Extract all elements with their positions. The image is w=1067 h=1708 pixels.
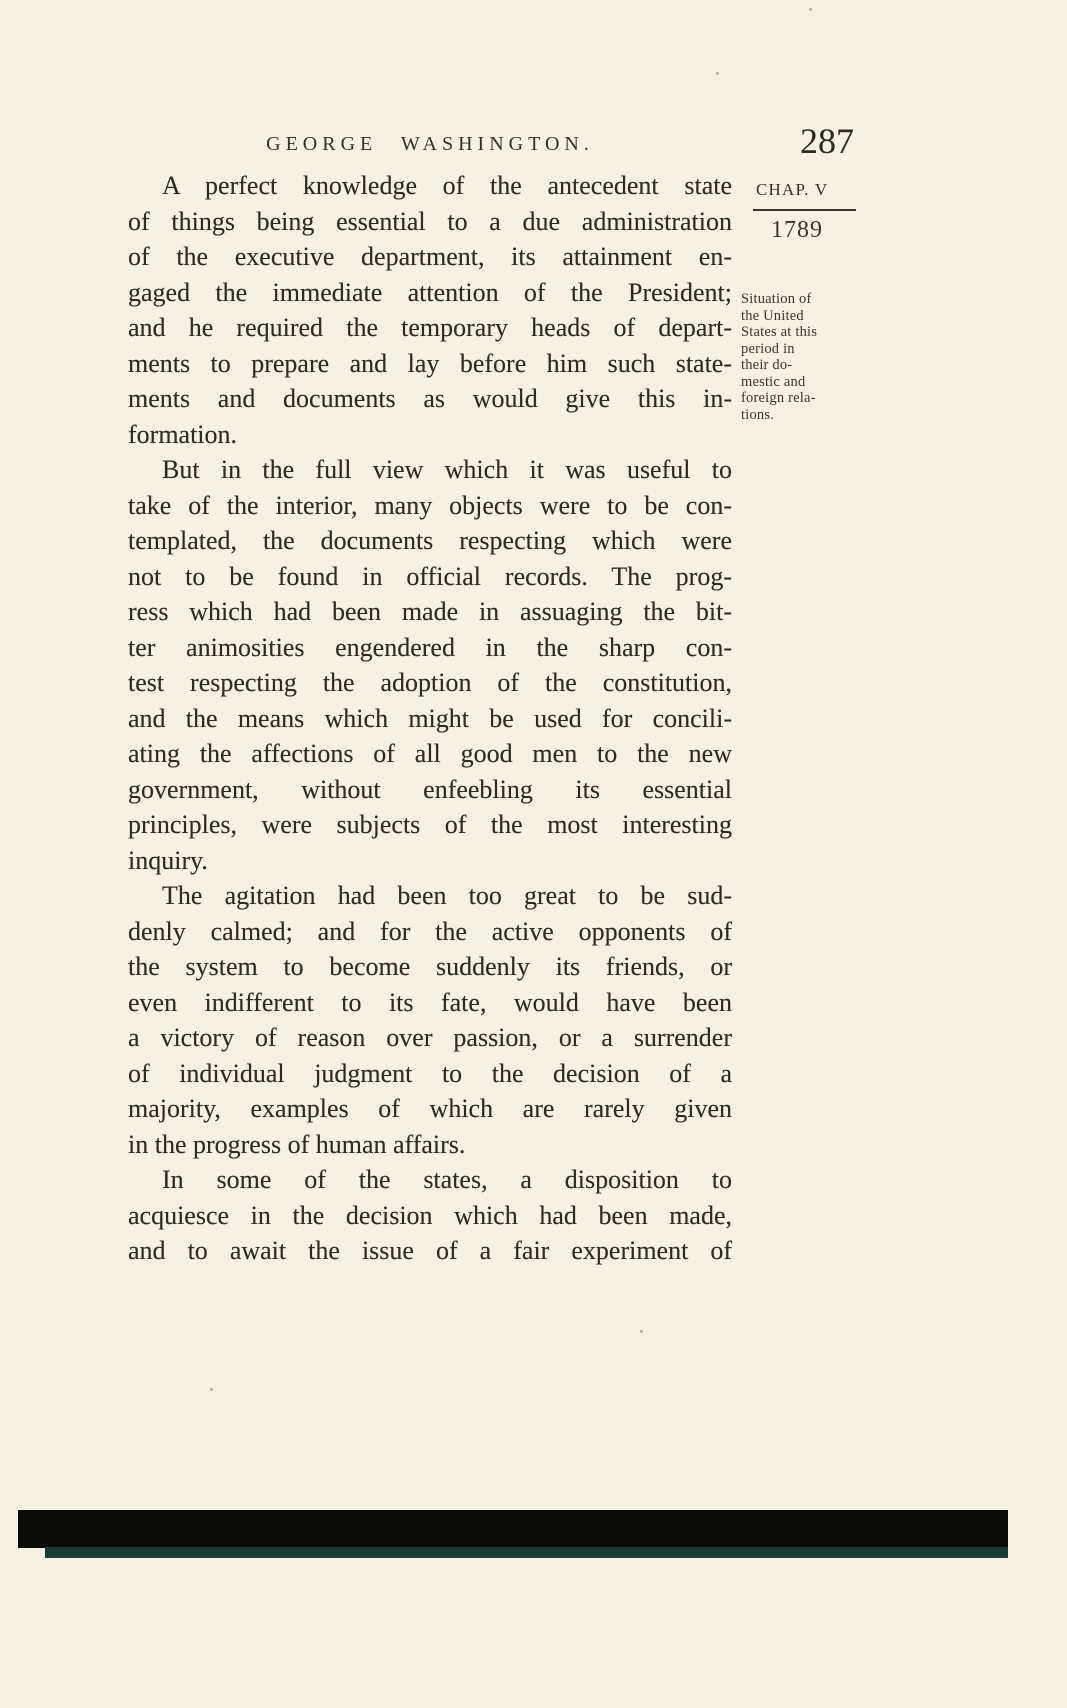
text-line: and to await the issue of a fair experiment of	[128, 1236, 732, 1265]
scan-artifact-bar	[18, 1510, 1008, 1548]
text-line: majority, examples of which are rarely given	[128, 1094, 732, 1123]
scan-artifact-strip	[45, 1547, 1008, 1558]
text-line: a victory of reason over passion, or a surrender	[128, 1023, 732, 1052]
text-line: ter animosities engendered in the sharp con-	[128, 632, 732, 662]
text-line: of individual judgment to the decision of a	[128, 1058, 732, 1088]
scan-speck	[210, 1388, 213, 1391]
scan-speck	[716, 72, 719, 75]
text-line: inquiry.	[128, 845, 208, 875]
sidenote-line: Situation of	[741, 291, 812, 307]
year-label: 1789	[771, 217, 823, 243]
margin-notes	[741, 180, 861, 423]
paragraph	[128, 1162, 732, 1269]
sidenote-line: tions.	[741, 406, 775, 423]
sidenote-line: the United	[741, 307, 804, 324]
paragraph	[128, 168, 732, 452]
text-line: principles, were subjects of the most interesting	[128, 810, 732, 839]
text-line: ments to prepare and lay before him such state-	[128, 348, 732, 378]
page-number: 287	[800, 121, 854, 161]
text-line: and he required the temporary heads of depart-	[128, 313, 732, 342]
text-line: not to be found in official records. The prog-	[128, 561, 732, 591]
chapter-rule	[753, 209, 856, 211]
sidenote-line: mestic and	[741, 373, 806, 390]
text-line: In some of the states, a disposition to	[162, 1165, 732, 1194]
text-line: gaged the immediate attention of the President;	[128, 277, 732, 307]
scan-speck	[640, 1330, 643, 1333]
text-line: The agitation had been too great to be sud-	[162, 881, 732, 910]
text-line: in the progress of human affairs.	[128, 1129, 466, 1159]
text-line: government, without enfeebling its essential	[128, 774, 732, 804]
text-line: ress which had been made in assuaging the bit-	[128, 597, 732, 626]
text-line: ments and documents as would give this in-	[128, 384, 732, 413]
text-line: denly calmed; and for the active opponents of	[128, 916, 732, 946]
sidenote-line: States at this	[741, 324, 818, 340]
body-text	[128, 168, 732, 1269]
text-line: and the means which might be used for concili-	[128, 703, 732, 733]
paragraph	[128, 878, 732, 1162]
text-line: the system to become suddenly its friends, or	[128, 952, 732, 981]
paragraph	[128, 452, 732, 878]
sidenote-line: their do-	[741, 357, 793, 373]
text-line: of the executive department, its attainment en-	[128, 242, 732, 271]
text-line: formation.	[128, 419, 238, 449]
sidenote	[741, 291, 861, 423]
running-title: GEORGE WASHINGTON.	[266, 133, 594, 155]
text-line: templated, the documents respecting which were	[128, 526, 732, 555]
chapter-label: CHAP. V	[756, 180, 829, 199]
text-line: even indifferent to its fate, would have been	[128, 987, 732, 1017]
text-line: test respecting the adoption of the constitution,	[128, 668, 732, 697]
text-line: A perfect knowledge of the antecedent state	[162, 171, 732, 200]
text-line: ating the affections of all good men to the new	[128, 739, 732, 768]
scan-speck	[809, 8, 812, 11]
text-line: acquiesce in the decision which had been made,	[128, 1200, 732, 1230]
text-line: take of the interior, many objects were to be con-	[128, 490, 732, 520]
sidenote-line: foreign rela-	[741, 390, 816, 406]
sidenote-line: period in	[741, 340, 795, 357]
text-line: of things being essential to a due administration	[128, 206, 732, 236]
text-line: But in the full view which it was useful to	[162, 455, 732, 484]
